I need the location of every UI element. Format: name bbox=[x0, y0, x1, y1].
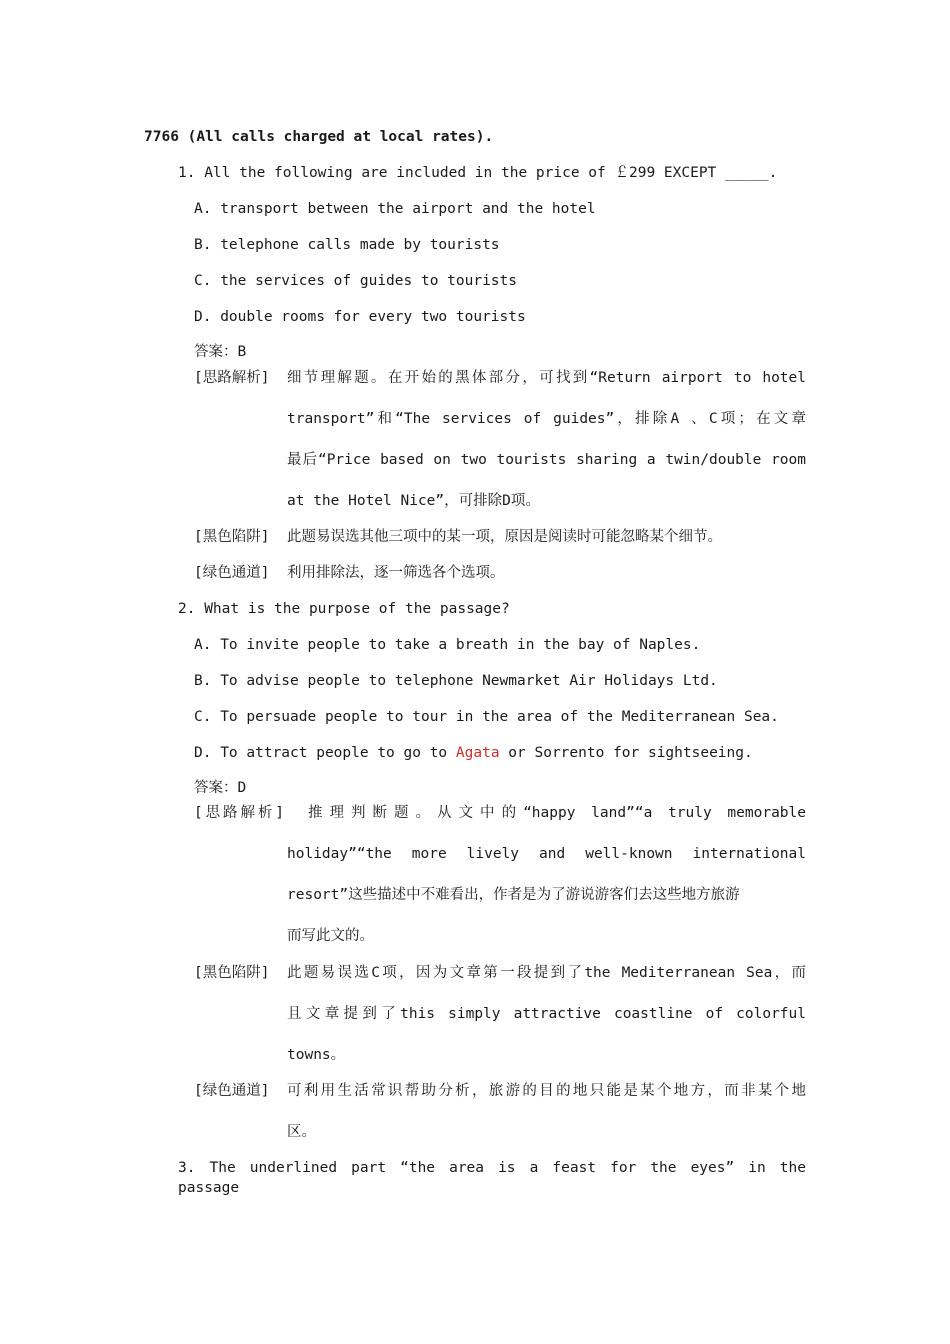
q2-trap-line-1: 此题易误选C项，因为文章第一段提到了the Mediterranean Sea，而 bbox=[287, 965, 806, 981]
q1-trap-label: [黑色陷阱] bbox=[194, 529, 270, 545]
header-line: 7766 (All calls charged at local rates). bbox=[144, 129, 494, 145]
q2-option-a: A. To invite people to take a breath in the bay of Naples. bbox=[194, 637, 701, 653]
q2-option-b: B. To advise people to telephone Newmarket Air Holidays Ltd. bbox=[194, 673, 718, 689]
q2-option-d bbox=[194, 743, 753, 763]
q1-analysis-label: [思路解析] bbox=[194, 370, 270, 386]
q1-analysis-line-1: 细节理解题。在开始的黑体部分，可找到“Return airport to hotel bbox=[287, 370, 806, 386]
q1-option-a: A. transport between the airport and the hotel bbox=[194, 201, 596, 217]
q2-analysis-line-3: resort”这些描述中不难看出，作者是为了游说游客们去这些地方旅游 bbox=[287, 887, 740, 903]
q2-option-d-suffix: or Sorrento for sightseeing. bbox=[499, 745, 753, 761]
q2-option-c: C. To persuade people to tour in the area of the Mediterranean Sea. bbox=[194, 709, 779, 725]
q2-trap-line-3: towns。 bbox=[287, 1047, 346, 1063]
q2-analysis-line-1: 推理判断题。从文中的“happy land”“a truly memorable bbox=[308, 805, 806, 821]
q1-trap-text: 此题易误选其他三项中的某一项，原因是阅读时可能忽略某个细节。 bbox=[287, 529, 722, 545]
q1-analysis-line-3: 最后“Price based on two tourists sharing a twin/double room bbox=[287, 452, 806, 468]
q1-analysis-line-4: at the Hotel Nice”，可排除D项。 bbox=[287, 493, 540, 509]
q2-tip-line-2: 区。 bbox=[287, 1124, 316, 1140]
q2-option-d-prefix: D. To attract people to go to bbox=[194, 745, 456, 761]
q1-option-c: C. the services of guides to tourists bbox=[194, 273, 518, 289]
q1-answer: 答案：B bbox=[194, 344, 247, 360]
q1-stem: 1. All the following are included in the price of ￡299 EXCEPT _____. bbox=[178, 165, 778, 181]
q1-option-d: D. double rooms for every two tourists bbox=[194, 309, 526, 325]
q2-tip-label: [绿色通道] bbox=[194, 1083, 270, 1099]
q2-analysis-line-4: 而写此文的。 bbox=[287, 928, 374, 944]
q2-option-d-highlight: Agata bbox=[455, 745, 500, 761]
q1-tip-text: 利用排除法，逐一筛选各个选项。 bbox=[287, 565, 505, 581]
q2-tip-line-1: 可利用生活常识帮助分析，旅游的目的地只能是某个地方，而非某个地 bbox=[287, 1083, 806, 1099]
q2-analysis-line-2: holiday”“the more lively and well-known international bbox=[287, 846, 806, 862]
q1-tip-label: [绿色通道] bbox=[194, 565, 270, 581]
q2-trap-line-2: 且文章提到了this simply attractive coastline of colorful bbox=[287, 1006, 806, 1022]
q2-analysis-label: [思路解析] bbox=[194, 805, 284, 821]
q2-trap-label: [黑色陷阱] bbox=[194, 965, 270, 981]
q1-analysis-line-2: transport”和“The services of guides”，排除A 、C项；在文章 bbox=[287, 411, 806, 427]
q2-stem: 2. What is the purpose of the passage? bbox=[178, 601, 510, 617]
q3-stem: 3. The underlined part “the area is a feast for the eyes” in the passage bbox=[178, 1160, 806, 1196]
q1-option-b: B. telephone calls made by tourists bbox=[194, 237, 500, 253]
q2-answer: 答案：D bbox=[194, 780, 247, 796]
